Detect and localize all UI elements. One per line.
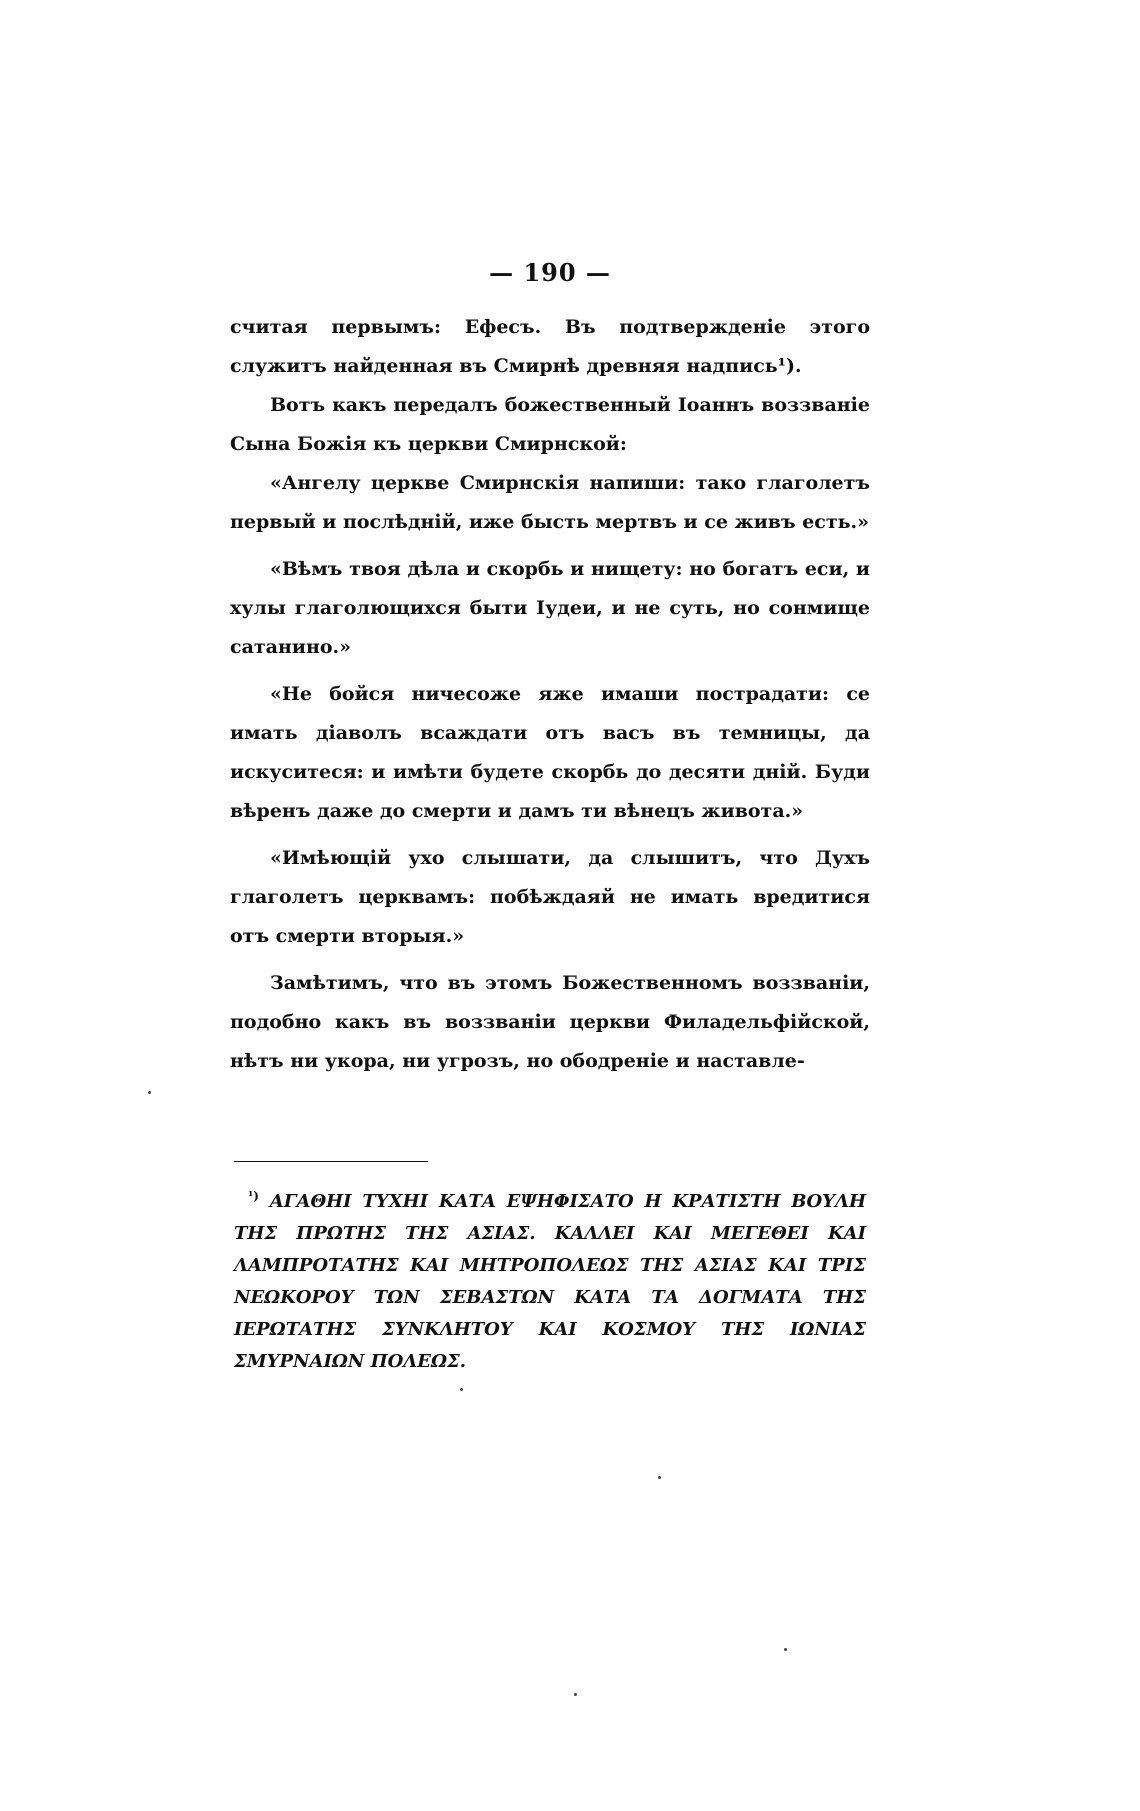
paragraph-7: Замѣтимъ, что въ этомъ Божественномъ воззваніи, подобно какъ въ воззваніи церкви Филадельфійской, нѣтъ ни укора, ни угрозъ, но ободреніе и наставле- xyxy=(230,972,870,1072)
footnote-divider xyxy=(234,1161,428,1162)
scan-speck xyxy=(784,1648,787,1651)
footnote-text: ΑΓΑΘΗΙ ΤΥΧΗΙ ΚΑΤΑ ΕΨΗΦΙΣΑΤΟ Η ΚΡΑΤΙΣΤΗ ΒΟΥΛΗ ΤΗΣ ΠΡΩΤΗΣ ΤΗΣ ΑΣΙΑΣ. ΚΑΛΛΕΙ ΚΑΙ ΜΕΓΕΘΕΙ ΚΑΙ ΛΑΜΠΡΟΤΑΤΗΣ ΚΑΙ ΜΗΤΡΟΠΟΛΕΩΣ ΤΗΣ ΑΣΙΑΣ ΚΑΙ ΤΡΙΣ ΝΕΩΚΟΡΟΥ ΤΩΝ ΣΕΒΑΣΤΩΝ ΚΑΤΑ ΤΑ ΔΟΓΜΑΤΑ ΤΗΣ ΙΕΡΩΤΑΤΗΣ ΣΥΝΚΛΗΤΟΥ ΚΑΙ ΚΟΣΜΟΥ ΤΗΣ ΙΩΝΙΑΣ ΣΜΥΡΝΑΙΩΝ ΠΟΛΕΩΣ. xyxy=(234,1191,866,1372)
scan-speck xyxy=(658,1476,661,1479)
paragraph-3: «Ангелу церкве Смирнскія напиши: тако глаголетъ первый и послѣдній, иже бысть мертвъ и се живъ есть.» xyxy=(230,472,870,533)
footnote xyxy=(234,1180,866,1378)
paragraph-2: Вотъ какъ передалъ божественный Іоаннъ воззваніе Сына Божія къ церкви Смирнской: xyxy=(230,394,870,455)
scan-speck xyxy=(148,1091,151,1094)
paragraph-1: считая первымъ: Ефесъ. Въ подтвержденіе этого служитъ найденная въ Смирнѣ древняя надпись¹). xyxy=(230,316,870,377)
scan-speck xyxy=(574,1693,577,1696)
paragraph-5: «Не бойся ничесоже яже имаши пострадати: се имать діаволъ всаждати отъ васъ въ темницы, да искуситеся: и имѣти будете скорбь до десяти дній. Буди вѣренъ даже до смерти и дамъ ти вѣнецъ живота.» xyxy=(230,683,870,822)
page-number: — 190 — xyxy=(489,258,611,287)
footnote-marker: ¹) xyxy=(248,1189,259,1203)
scan-speck xyxy=(460,1388,463,1391)
main-text xyxy=(230,308,870,1081)
footnote-paragraph xyxy=(234,1180,866,1378)
paragraph-6: «Имѣющій ухо слышати, да слышитъ, что Духъ глаголетъ церквамъ: побѣждаяй не имать вредитися отъ смерти вторыя.» xyxy=(230,847,870,947)
paragraph-4: «Вѣмъ твоя дѣла и скорбь и нищету: но богатъ еси, и хулы глаголющихся быти Іудеи, и не суть, но сонмище сатанино.» xyxy=(230,558,870,658)
